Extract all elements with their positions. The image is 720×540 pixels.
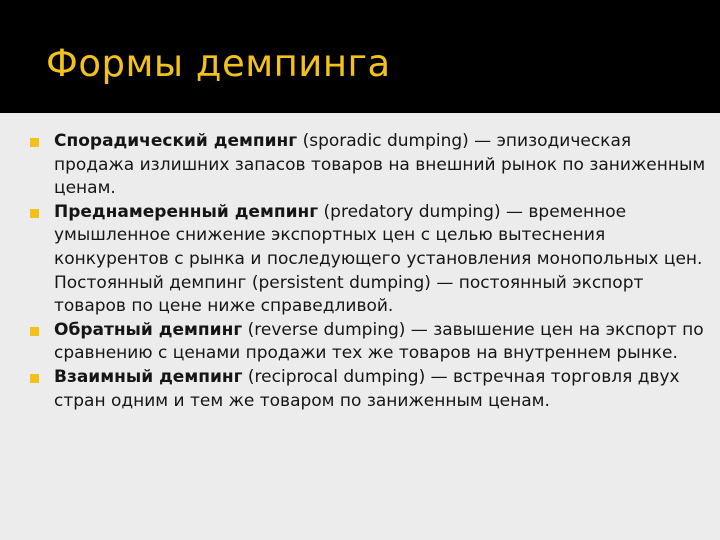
bullet-square-icon — [30, 374, 39, 383]
bullet-term: Спорадический демпинг — [54, 131, 298, 151]
bullet-term: Взаимный демпинг — [54, 366, 243, 387]
title-bar — [0, 0, 720, 113]
bullet-text: (reverse dumping) — завышение цен на экспорт по сравнению с ценами продажи тех же товаров на внутреннем рынке. — [54, 319, 704, 364]
bullet-term: Обратный демпинг — [54, 319, 243, 340]
slide-title: Формы демпинга — [46, 42, 391, 85]
bullet-square-icon — [30, 209, 39, 218]
bullet-item-reverse — [30, 319, 706, 366]
bullet-term: Преднамеренный демпинг — [54, 201, 319, 222]
bullet-list — [30, 130, 706, 413]
bullet-square-icon — [30, 138, 39, 147]
bullet-text: (predatory dumping) — временное умышленное снижение экспортных цен с целью вытеснения конкурентов с рынка и последующего установления монопольных цен. Постоянный демпинг (persistent dumping) — постоянный экспорт товаров по цене ниже справедливой. — [54, 201, 703, 317]
bullet-item-reciprocal — [30, 366, 706, 413]
bullet-text: (sporadic dumping) — эпизодическая продажа излишних запасов товаров на внешний рынок по заниженным ценам. — [54, 131, 706, 199]
bullet-square-icon — [30, 327, 39, 336]
bullet-text: (reciprocal dumping) — встречная торговля двух стран одним и тем же товаром по заниженным ценам. — [54, 366, 680, 411]
bullet-item-predatory — [30, 201, 706, 319]
bullet-item-sporadic — [30, 130, 706, 201]
